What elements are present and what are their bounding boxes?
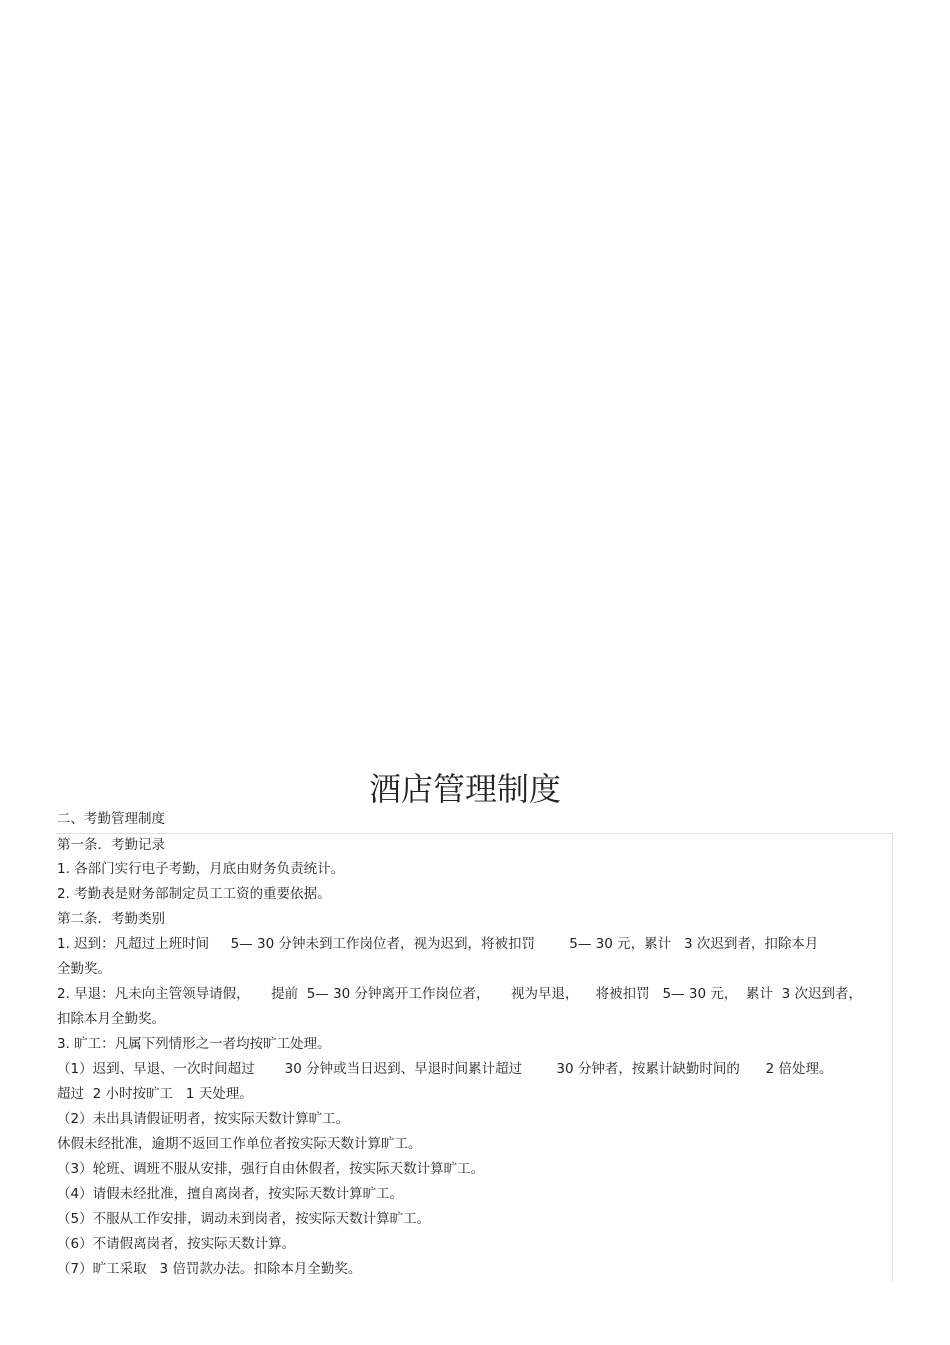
article-heading: 第一条．考勤记录 [57, 837, 165, 853]
paragraph-line: （2）未出具请假证明者，按实际天数计算旷工。 [57, 1111, 350, 1127]
paragraph-line: 休假未经批准，逾期不返回工作单位者按实际天数计算旷工。 [57, 1136, 422, 1152]
paragraph-line: 2. 早退：凡未向主管领导请假， 提前 5— 30 分钟离开工作岗位者， 视为早退， 将被扣罚 5— 30 元， 累计 3 次迟到者， [57, 986, 862, 1002]
paragraph-line: 2. 考勤表是财务部制定员工工资的重要依据。 [57, 886, 331, 902]
paragraph-line: （6）不请假离岗者，按实际天数计算。 [57, 1236, 296, 1252]
paragraph-line: 超过 2 小时按旷工 1 天处理。 [57, 1086, 253, 1102]
paragraph-line: 全勤奖。 [57, 961, 111, 977]
paragraph-line: （4）请假未经批准，擅自离岗者，按实际天数计算旷工。 [57, 1186, 404, 1202]
paragraph-line: （3）轮班、调班不服从安排，强行自由休假者，按实际天数计算旷工。 [57, 1161, 485, 1177]
document-title: 酒店管理制度 [368, 770, 561, 808]
paragraph-line: 扣除本月全勤奖。 [57, 1011, 165, 1027]
paragraph-line: 1. 各部门实行电子考勤，月底由财务负责统计。 [57, 861, 345, 877]
article-heading: 第二条．考勤类别 [57, 911, 165, 927]
paragraph-line: 1. 迟到：凡超过上班时间 5— 30 分钟未到工作岗位者，视为迟到，将被扣罚 5— 30 元，累计 3 次迟到者，扣除本月 [57, 936, 819, 952]
section-heading: 二、考勤管理制度 [57, 811, 165, 827]
paragraph-line: 3. 旷工：凡属下列情形之一者均按旷工处理。 [57, 1036, 331, 1052]
paragraph-line: （1）迟到、早退、一次时间超过 30 分钟或当日迟到、早退时间累计超过 30 分钟者，按累计缺勤时间的 2 倍处理。 [57, 1061, 833, 1077]
paragraph-line: （5）不服从工作安排，调动未到岗者，按实际天数计算旷工。 [57, 1211, 431, 1227]
paragraph-line: （7）旷工采取 3 倍罚款办法。扣除本月全勤奖。 [57, 1261, 362, 1277]
